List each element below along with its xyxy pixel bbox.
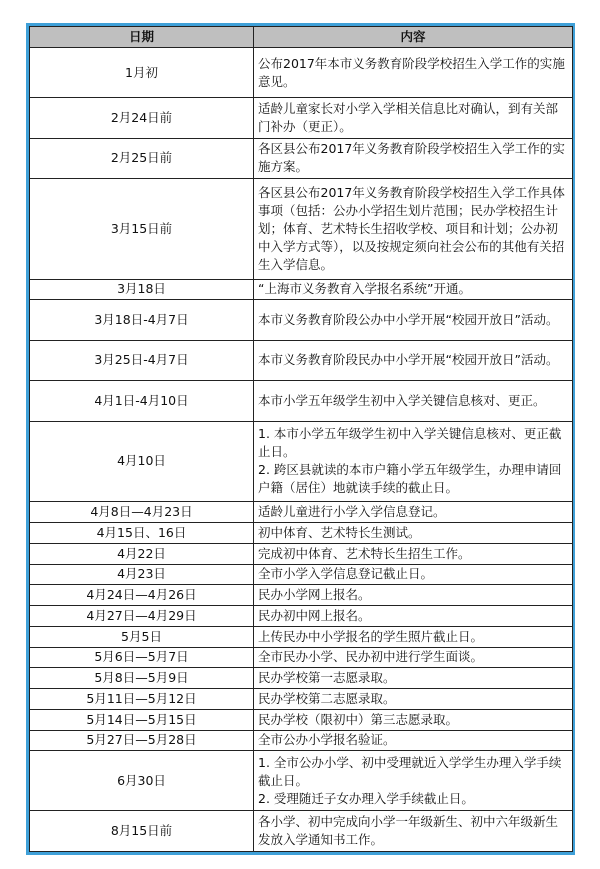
row-date: 5月6日—5月7日 (30, 647, 254, 668)
row-content: 适龄儿童家长对小学入学相关信息比对确认，到有关部门补办（更正）。 (254, 98, 573, 138)
row-content: 适龄儿童进行小学入学信息登记。 (254, 502, 573, 523)
table-row (30, 585, 573, 606)
row-date: 5月27日—5月28日 (30, 730, 254, 751)
header-content: 内容 (254, 27, 573, 48)
row-content: 各区县公布2017年义务教育阶段学校招生入学工作的实施方案。 (254, 138, 573, 178)
table-row (30, 138, 573, 178)
row-date: 8月15日前 (30, 811, 254, 852)
row-content: 民办学校第一志愿录取。 (254, 668, 573, 689)
row-content: 完成初中体育、艺术特长生招生工作。 (254, 543, 573, 564)
table-row (30, 421, 573, 502)
row-content: 1. 本市小学五年级学生初中入学关键信息核对、更正截止日。 2. 跨区县就读的本市户籍小学五年级学生，办理申请回户籍（居住）地就读手续的截止日。 (254, 421, 573, 502)
row-content: “上海市义务教育入学报名系统”开通。 (254, 279, 573, 300)
row-content: 民办小学网上报名。 (254, 585, 573, 606)
row-content: 全市公办小学报名验证。 (254, 730, 573, 751)
row-date: 3月18日-4月7日 (30, 300, 254, 340)
row-date: 3月25日-4月7日 (30, 340, 254, 380)
row-date: 4月23日 (30, 564, 254, 585)
row-content: 民办学校第二志愿录取。 (254, 689, 573, 710)
table-row (30, 279, 573, 300)
table-row (30, 381, 573, 421)
table-row (30, 730, 573, 751)
table-row (30, 626, 573, 647)
table-row (30, 668, 573, 689)
row-date: 4月15日、16日 (30, 523, 254, 544)
row-date: 2月25日前 (30, 138, 254, 178)
row-date: 4月8日—4月23日 (30, 502, 254, 523)
enrollment-schedule-table (29, 26, 573, 852)
table-row (30, 523, 573, 544)
header-date: 日期 (30, 27, 254, 48)
row-content: 各区县公布2017年义务教育阶段学校招生入学工作具体事项（包括：公办小学招生划片范围；民办学校招生计划；体育、艺术特长生招收学校、项目和计划；公办初中入学方式等），以及按规定须向社会公布的其他有关招生入学信息。 (254, 179, 573, 280)
table-row (30, 502, 573, 523)
table-row (30, 811, 573, 852)
row-date: 5月8日—5月9日 (30, 668, 254, 689)
row-date: 1月初 (30, 48, 254, 98)
table-row (30, 340, 573, 380)
row-content: 本市义务教育阶段公办中小学开展“校园开放日”活动。 (254, 300, 573, 340)
row-content: 1. 全市公办小学、初中受理就近入学学生办理入学手续截止日。 2. 受理随迁子女办理入学手续截止日。 (254, 751, 573, 811)
row-content: 本市义务教育阶段民办中小学开展“校园开放日”活动。 (254, 340, 573, 380)
table-row (30, 48, 573, 98)
row-content: 民办学校（限初中）第三志愿录取。 (254, 709, 573, 730)
row-content: 初中体育、艺术特长生测试。 (254, 523, 573, 544)
table-row (30, 300, 573, 340)
row-date: 4月10日 (30, 421, 254, 502)
row-date: 4月22日 (30, 543, 254, 564)
row-date: 5月11日—5月12日 (30, 689, 254, 710)
table-row (30, 543, 573, 564)
row-content: 公布2017年本市义务教育阶段学校招生入学工作的实施意见。 (254, 48, 573, 98)
table-row (30, 98, 573, 138)
table-row (30, 689, 573, 710)
row-content: 各小学、初中完成向小学一年级新生、初中六年级新生发放入学通知书工作。 (254, 811, 573, 852)
table-row (30, 751, 573, 811)
table-row (30, 606, 573, 627)
row-content: 全市小学入学信息登记截止日。 (254, 564, 573, 585)
table-row (30, 709, 573, 730)
row-content: 全市民办小学、民办初中进行学生面谈。 (254, 647, 573, 668)
table-row (30, 647, 573, 668)
table-header-row (30, 27, 573, 48)
row-content: 本市小学五年级学生初中入学关键信息核对、更正。 (254, 381, 573, 421)
row-content: 上传民办中小学报名的学生照片截止日。 (254, 626, 573, 647)
row-date: 5月5日 (30, 626, 254, 647)
row-date: 3月18日 (30, 279, 254, 300)
row-content: 民办初中网上报名。 (254, 606, 573, 627)
row-date: 6月30日 (30, 751, 254, 811)
table-body (30, 48, 573, 852)
row-date: 4月24日—4月26日 (30, 585, 254, 606)
row-date: 3月15日前 (30, 179, 254, 280)
row-date: 4月27日—4月29日 (30, 606, 254, 627)
row-date: 2月24日前 (30, 98, 254, 138)
row-date: 4月1日-4月10日 (30, 381, 254, 421)
schedule-table-frame (26, 23, 575, 855)
row-date: 5月14日—5月15日 (30, 709, 254, 730)
table-row (30, 564, 573, 585)
table-row (30, 179, 573, 280)
